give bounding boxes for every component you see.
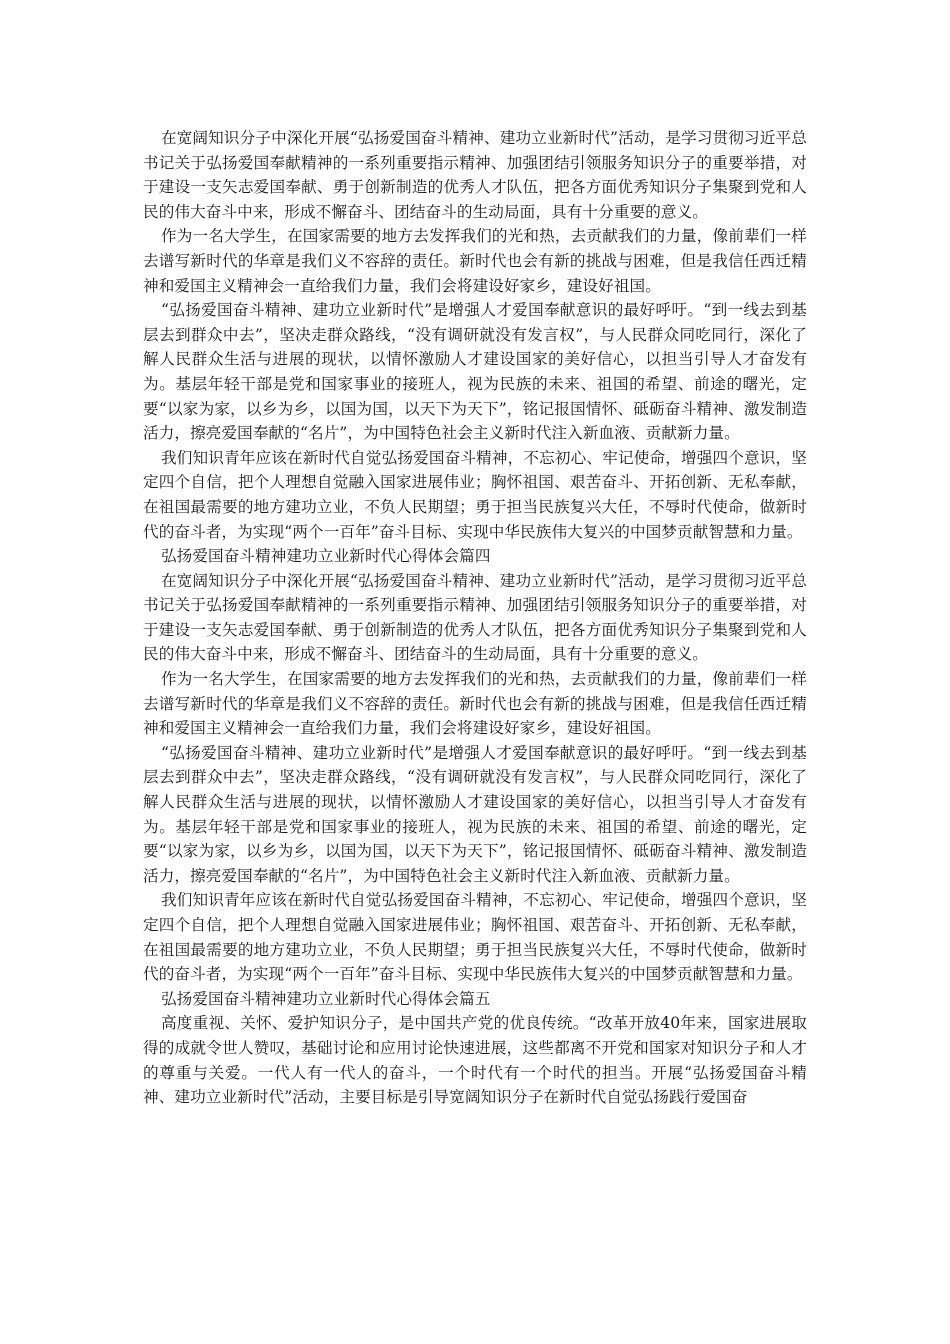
paragraph: 在宽阔知识分子中深化开展“弘扬爱国奋斗精神、建功立业新时代”活动，是学习贯彻习近平总书记关于弘扬爱国奉献精神的一系列重要指示精神、加强团结引领服务知识分子的重要举措，对于建设一支矢志爱国奉献、勇于创新制造的优秀人才队伍，把各方面优秀知识分子集聚到党和人民的伟大奋斗中来，形成不懈奋斗、团结奋斗的生动局面，具有十分重要的意义。 [143,129,807,221]
paragraph: 我们知识青年应该在新时代自觉弘扬爱国奋斗精神，不忘初心、牢记使命，增强四个意识，坚定四个自信，把个人理想自觉融入国家进展伟业；胸怀祖国、艰苦奋斗、开拓创新、无私奉献，在祖国最需要的地方建功立业，不负人民期望；勇于担当民族复兴大任，不辱时代使命，做新时代的奋斗者，为实现“两个一百年”奋斗目标、实现中华民族伟大复兴的中国梦贡献智慧和力量。 [143,891,807,984]
paragraph: 在宽阔知识分子中深化开展“弘扬爱国奋斗精神、建功立业新时代”活动，是学习贯彻习近平总书记关于弘扬爱国奉献精神的一系列重要指示精神、加强团结引领服务知识分子的重要举措，对于建设一支矢志爱国奉献、勇于创新制造的优秀人才队伍，把各方面优秀知识分子集聚到党和人民的伟大奋斗中来，形成不懈奋斗、团结奋斗的生动局面，具有十分重要的意义。 [143,571,807,664]
paragraph: 我们知识青年应该在新时代自觉弘扬爱国奋斗精神，不忘初心、牢记使命，增强四个意识，坚定四个自信，把个人理想自觉融入国家进展伟业；胸怀祖国、艰苦奋斗、开拓创新、无私奉献，在祖国最需要的地方建功立业，不负人民期望；勇于担当民族复兴大任，不辱时代使命，做新时代的奋斗者，为实现“两个一百年”奋斗目标、实现中华民族伟大复兴的中国梦贡献智慧和力量。 [143,448,807,541]
paragraph: 作为一名大学生，在国家需要的地方去发挥我们的光和热，去贡献我们的力量，像前辈们一样去谱写新时代的华章是我们义不容辞的责任。新时代也会有新的挑战与困难，但是我信任西迁精神和爱国主义精神会一直给我们力量，我们会将建设好家乡，建设好祖国。 [143,227,807,295]
paragraph: “弘扬爱国奋斗精神、建功立业新时代”是增强人才爱国奉献意识的最好呼吁。“到一线去到基层去到群众中去”，坚决走群众路线，“没有调研就没有发言权”，与人民群众同吃同行，深化了解人民群众生活与进展的现状，以情怀激励人才建设国家的美好信心，以担当引导人才奋发有为。基层年轻干部是党和国家事业的接班人，视为民族的未来、祖国的希望、前途的曙光，定要“以家为家，以乡为乡，以国为国，以天下为天下”，铭记报国情怀、砥砺奋斗精神、激发制造活力，擦亮爱国奉献的“名片”，为中国特色社会主义新时代注入新血液、贡献新力量。 [143,301,807,443]
paragraph: “弘扬爱国奋斗精神、建功立业新时代”是增强人才爱国奉献意识的最好呼吁。“到一线去到基层去到群众中去”，坚决走群众路线，“没有调研就没有发言权”，与人民群众同吃同行，深化了解人民群众生活与进展的现状，以情怀激励人才建设国家的美好信心，以担当引导人才奋发有为。基层年轻干部是党和国家事业的接班人，视为民族的未来、祖国的希望、前途的曙光，定要“以家为家，以乡为乡，以国为国，以天下为天下”，铭记报国情怀、砥砺奋斗精神、激发制造活力，擦亮爱国奉献的“名片”，为中国特色社会主义新时代注入新血液、贡献新力量。 [143,743,807,885]
section-heading: 弘扬爱国奋斗精神建功立业新时代心得体会篇四 [160,547,491,566]
section-heading: 弘扬爱国奋斗精神建功立业新时代心得体会篇五 [160,989,491,1008]
paragraph: 作为一名大学生，在国家需要的地方去发挥我们的光和热，去贡献我们的力量，像前辈们一样去谱写新时代的华章是我们义不容辞的责任。新时代也会有新的挑战与困难，但是我信任西迁精神和爱国主义精神会一直给我们力量，我们会将建设好家乡，建设好祖国。 [143,670,807,738]
document-body [143,126,807,1110]
paragraph: 高度重视、关怀、爱护知识分子，是中国共产党的优良传统。“改革开放40年来，国家进展取得的成就令世人赞叹，基础讨论和应用讨论快速进展，这些都离不开党和国家对知识分子和人才的尊重与关爱。一代人有一代人的奋斗，一个时代有一个时代的担当。开展“弘扬爱国奋斗精神、建功立业新时代”活动，主要目标是引导宽阔知识分子在新时代自觉弘扬践行爱国奋 [143,1014,807,1107]
